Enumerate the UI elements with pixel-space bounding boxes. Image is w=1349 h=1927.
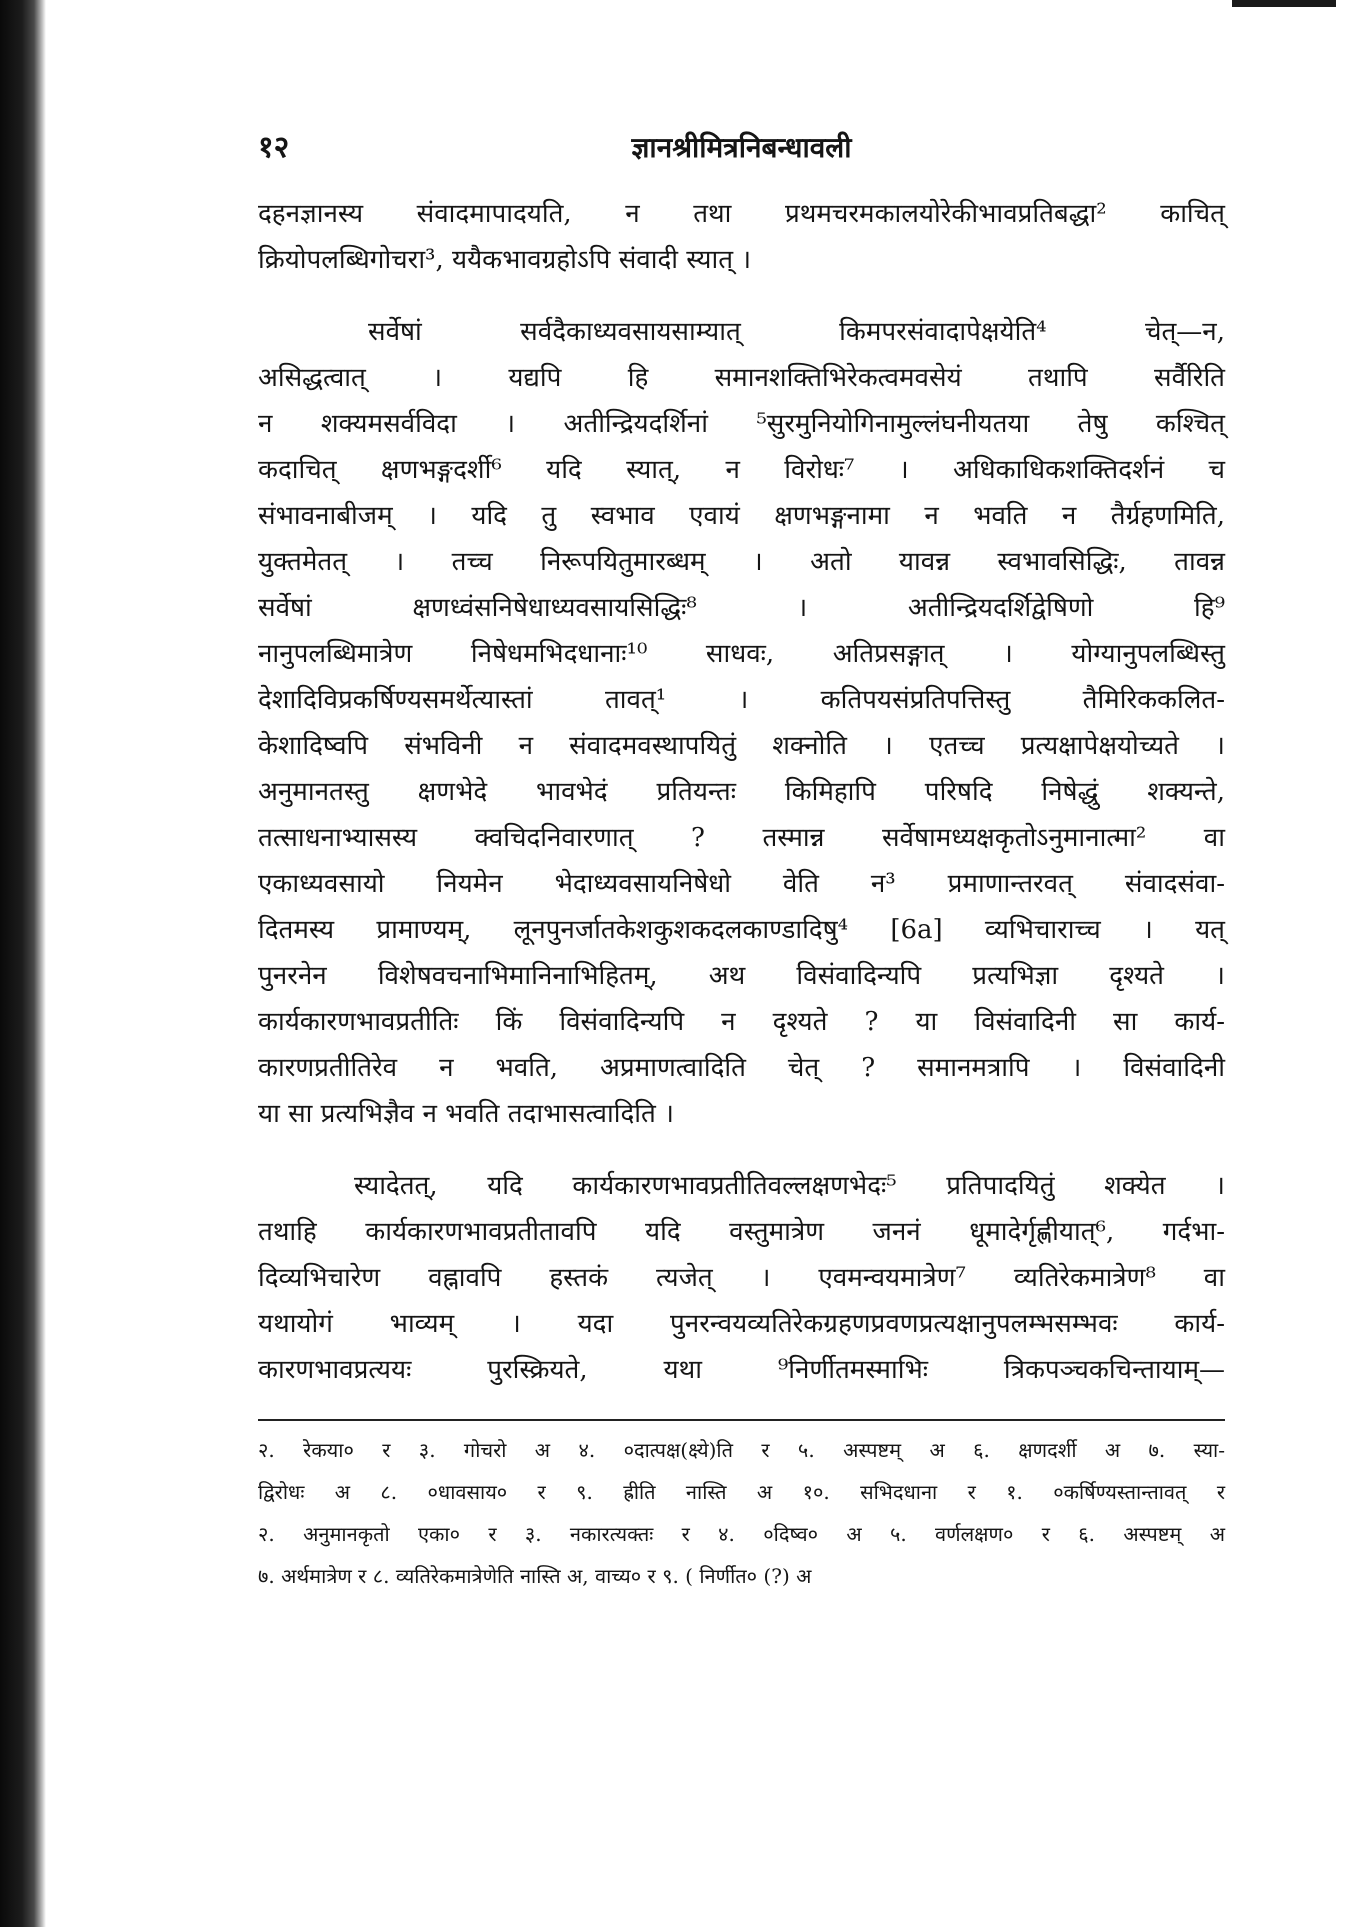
scan-top-mark [1232, 0, 1336, 7]
scan-binding-edge [0, 0, 46, 1927]
text-line: स्यादेतत्, यदि कार्यकारणभावप्रतीतिवल्लक्षणभेदः⁵ प्रतिपादयितुं शक्येत । [354, 1171, 1225, 1201]
text-line: न शक्यमसर्वविदा । अतीन्द्रियदर्शिनां ⁵सुरमुनियोगिनामुल्लंघनीयतया तेषु कश्चित् [258, 409, 1225, 439]
text-line: अनुमानतस्तु क्षणभेदे भावभेदं प्रतियन्तः किमिहापि परिषदि निषेद्धुं शक्यन्ते, [258, 777, 1225, 807]
text-line: दितमस्य प्रामाण्यम्, लूनपुनर्जातकेशकुशकदलकाण्डादिषु⁴ [6a] व्यभिचाराच्च । यत् [258, 915, 1225, 945]
text-line: या सा प्रत्यभिज्ञैव न भवति तदाभासत्वादिति । [258, 1099, 674, 1129]
text-line: संभावनाबीजम् । यदि तु स्वभाव एवायं क्षणभङ्गनामा न भवति न तैर्ग्रहणमिति, [258, 501, 1225, 531]
text-line: तत्साधनाभ्यासस्य क्वचिदनिवारणात् ? तस्मान्न सर्वेषामध्यक्षकृतोऽनुमानात्मा² वा [258, 823, 1225, 853]
footnote-line: ७. अर्थमात्रेण र ८. व्यतिरेकमात्रेणेति नास्ति अ, वाच्य० र ९. ( निर्णीत० (?) अ [258, 1564, 812, 1588]
paragraph-1 [258, 191, 1225, 283]
text-line: तथाहि कार्यकारणभावप्रतीतावपि यदि वस्तुमात्रेण जननं धूमादेर्गृह्णीयात्⁶, गर्दभा- [258, 1217, 1225, 1247]
text-line: युक्तमेतत् । तच्च निरूपयितुमारब्धम् । अतो यावन्न स्वभावसिद्धिः, तावन्न [258, 547, 1225, 577]
text-line: कार्यकारणभावप्रतीतिः किं विसंवादिन्यपि न दृश्यते ? या विसंवादिनी सा कार्य- [258, 1007, 1225, 1037]
text-line: कारणभावप्रत्ययः पुरस्क्रियते, यथा ⁹निर्णीतमस्माभिः त्रिकपञ्चकचिन्तायाम्— [258, 1355, 1225, 1385]
book-page [258, 125, 1225, 1597]
paragraph-3 [258, 1163, 1225, 1393]
text-line: कदाचित् क्षणभङ्गदर्शी⁶ यदि स्यात्, न विरोधः⁷ । अधिकाधिकशक्तिदर्शनं च [258, 455, 1225, 485]
text-line: कारणप्रतीतिरेव न भवति, अप्रमाणत्वादिति चेत् ? समानमत्रापि । विसंवादिनी [258, 1053, 1225, 1083]
text-line: सर्वेषां सर्वदैकाध्यवसायसाम्यात् किमपरसंवादापेक्षयेति⁴ चेत्—न, [368, 317, 1225, 347]
footnotes [258, 1429, 1225, 1597]
text-line: पुनरनेन विशेषवचनाभिमानिनाभिहितम्, अथ विसंवादिन्यपि प्रत्यभिज्ञा दृश्यते । [258, 961, 1225, 991]
text-line: असिद्धत्वात् । यद्यपि हि समानशक्तिभिरेकत्वमवसेयं तथापि सर्वैरिति [258, 363, 1225, 393]
text-line: केशादिष्वपि संभविनी न संवादमवस्थापयितुं शक्नोति । एतच्च प्रत्यक्षापेक्षयोच्यते । [258, 731, 1225, 761]
footnote-divider [258, 1419, 1225, 1421]
running-title: ज्ञानश्रीमित्रनिबन्धावली [631, 131, 852, 164]
text-line: सर्वेषां क्षणध्वंसनिषेधाध्यवसायसिद्धिः⁸ । अतीन्द्रियदर्शिद्वेषिणो हि⁹ [258, 593, 1225, 623]
text-line: दिव्यभिचारेण वह्नावपि हस्तकं त्यजेत् । एवमन्वयमात्रेण⁷ व्यतिरेकमात्रेण⁸ वा [258, 1263, 1225, 1293]
text-line: दहनज्ञानस्य संवादमापादयति, न तथा प्रथमचरमकालयोरेकीभावप्रतिबद्धा² काचित् [258, 199, 1225, 229]
text-line: नानुपलब्धिमात्रेण निषेधमभिदधानाः¹⁰ साधवः, अतिप्रसङ्गात् । योग्यानुपलब्धिस्तु [258, 639, 1225, 669]
page-header [258, 125, 1225, 175]
footnote-line: २. रेकया० र ३. गोचरो अ ४. ०दात्पक्ष(क्ष्ये)ति र ५. अस्पष्टम् अ ६. क्षणदर्शी अ ७. स्या- [258, 1438, 1225, 1462]
footnote-line: द्विरोधः अ ८. ०धावसाय० र ९. ह्रीति नास्ति अ १०. सभिदधाना र १. ०कर्षिण्यस्तान्तावत् र [258, 1480, 1225, 1504]
page-number: १२ [258, 130, 290, 165]
paragraph-2 [258, 309, 1225, 1137]
text-line: एकाध्यवसायो नियमेन भेदाध्यवसायनिषेधो वेति न³ प्रमाणान्तरवत् संवादसंवा- [258, 869, 1225, 899]
footnote-line: २. अनुमानकृतो एका० र ३. नकारत्यक्तः र ४. ०दिष्व० अ ५. वर्णलक्षण० र ६. अस्पष्टम् अ [258, 1522, 1225, 1546]
text-line: क्रियोपलब्धिगोचरा³, ययैकभावग्रहोऽपि संवादी स्यात् । [258, 245, 752, 275]
text-line: यथायोगं भाव्यम् । यदा पुनरन्वयव्यतिरेकग्रहणप्रवणप्रत्यक्षानुपलम्भसम्भवः कार्य- [258, 1309, 1225, 1339]
text-line: देशादिविप्रकर्षिण्यसमर्थेत्यास्तां तावत्¹ । कतिपयसंप्रतिपत्तिस्तु तैमिरिककलित- [258, 685, 1225, 715]
